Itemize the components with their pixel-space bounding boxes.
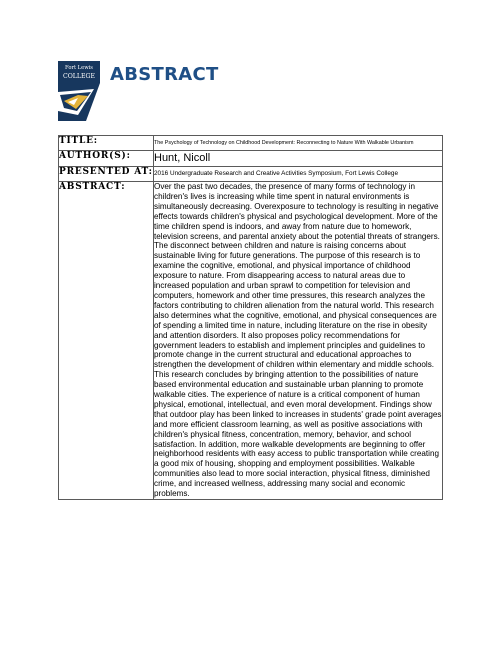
author-value: Hunt, Nicoll <box>154 151 443 167</box>
college-logo-icon <box>58 61 100 121</box>
presented-label: PRESENTED AT: <box>59 167 154 182</box>
page-title: ABSTRACT <box>110 64 219 85</box>
presented-value: 2016 Undergraduate Research and Creative Activities Symposium, Fort Lewis College <box>154 167 443 182</box>
college-logo <box>58 61 100 121</box>
abstract-body: Over the past two decades, the presence of many forms of technology in children's lives is increasing while time spent in natural environments is simultaneously decreasing. Overexposure to technology is resulting in negative effects towards children's physical and psychological development. More of the time children spend is indoors, and away from nature due to homework, television screens, and parental anxiety about the potential threats of strangers. The disconnect between children and nature is raising concerns about sustainable living for future generations. The purpose of this research is to examine the cognitive, emotional, and physical importance of childhood exposure to nature. From disappearing access to natural areas due to increased population and urban sprawl to competition for television and computers, homework and other time pressures, this research analyzes the factors contributing to children alienation from the natural world. This research also determines what the cognitive, emotional, and physical consequences are of spending a limited time in nature, including literature on the rise in obesity and attention disorders. It also proposes policy recommendations for government leaders to establish and implement principles and guidelines to promote change in the current structural and educational approaches to strengthen the development of children within elementary and middle schools. This research concludes by bringing attention to the possibilities of nature based environmental education and sustainable urban planning to promote walkable cities. The experience of nature is a critical component of human physical, emotional, intellectual, and even moral development. Findings show that outdoor play has been linked to increases in students' grade point averages and more efficient classroom learning, as well as positive associations with children's physical fitness, concentration, memory, behavior, and school satisfaction. In addition, more walkable developments are beginning to offer neighborhood residents with easy access to public transportation while creating a good mix of housing, shopping and employment possibilities. Walkable communities also lead to more social interaction, physical fitness, diminished crime, and increased wellness, addressing many social and economic problems. <box>154 182 442 499</box>
logo-text-top: Fort Lewis <box>65 65 93 71</box>
title-row <box>59 136 443 151</box>
title-label: TITLE: <box>59 136 154 151</box>
abstract-table <box>58 135 443 500</box>
logo-text-bottom: COLLEGE <box>62 73 96 80</box>
author-row <box>59 151 443 167</box>
abstract-row <box>59 182 443 500</box>
presented-row <box>59 167 443 182</box>
author-label: AUTHOR(S): <box>59 151 154 167</box>
abstract-label: ABSTRACT: <box>59 182 154 500</box>
title-value: The Psychology of Technology on Childhood Development: Reconnecting to Nature With Walkable Urbanism <box>154 136 443 151</box>
